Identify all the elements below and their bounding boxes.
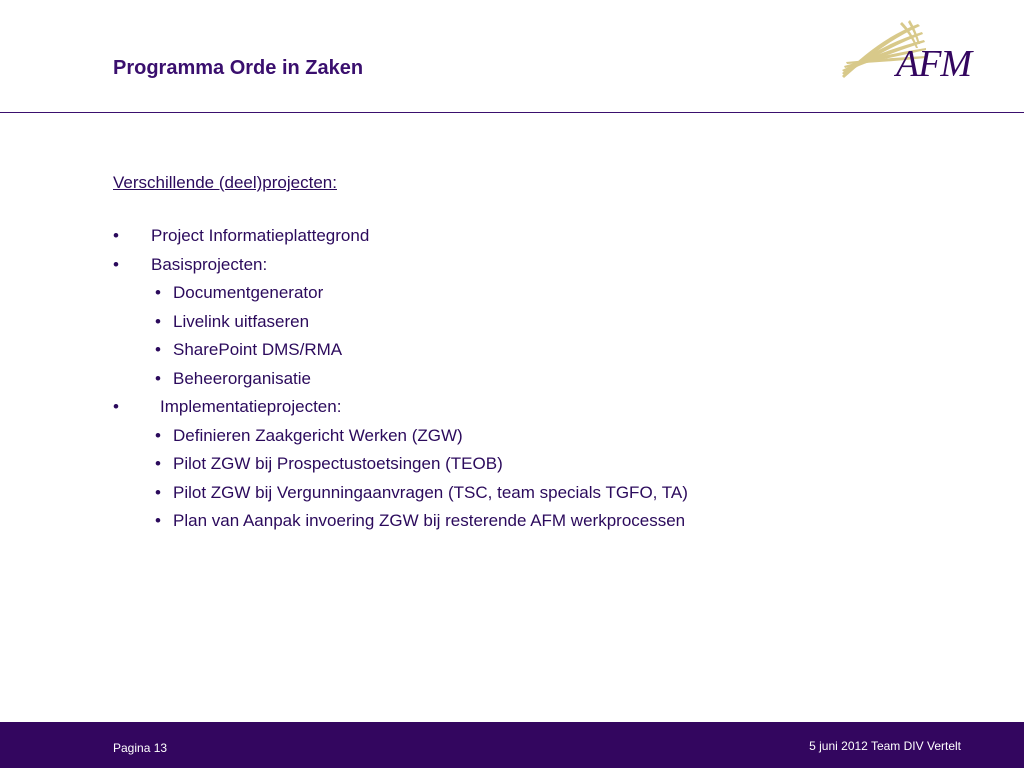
bullet-icon: • — [155, 311, 161, 331]
bullet-icon: • — [155, 511, 161, 530]
list-item — [113, 251, 993, 280]
slide-title: Programma Orde in Zaken — [113, 57, 364, 79]
bullet-icon: • — [113, 254, 119, 274]
list-item-text: Livelink uitfaseren — [173, 311, 310, 331]
list-item-text: Pilot ZGW bij Prospectustoetsingen (TEOB) — [173, 454, 503, 473]
bullet-list — [113, 222, 993, 536]
bullet-icon: • — [155, 425, 161, 445]
list-item — [113, 222, 993, 251]
footer-event-text: 5 juni 2012 Team DIV Vertelt — [809, 739, 961, 753]
list-subitem — [113, 308, 993, 337]
list-subitem — [113, 279, 993, 308]
bullet-icon: • — [113, 397, 119, 416]
list-item-text: Basisprojecten: — [151, 254, 268, 274]
footer-bar — [0, 722, 1024, 768]
content-subheading: Verschillende (deel)projecten: — [113, 173, 337, 192]
list-subitem — [113, 422, 993, 451]
list-item-text: Beheerorganisatie — [173, 368, 311, 388]
header-divider — [0, 112, 1024, 113]
list-subitem — [113, 450, 993, 479]
list-subitem — [113, 507, 993, 536]
list-subitem — [113, 365, 993, 394]
bullet-icon: • — [155, 368, 161, 388]
bullet-icon: • — [155, 283, 161, 302]
page-number: Pagina 13 — [113, 741, 168, 755]
bullet-icon: • — [155, 454, 161, 473]
list-item-text: Implementatieprojecten: — [160, 397, 342, 416]
list-item-text: Plan van Aanpak invoering ZGW bij resterende AFM werkprocessen — [173, 511, 686, 530]
list-item-text: Definieren Zaakgericht Werken (ZGW) — [173, 425, 463, 445]
list-item — [113, 393, 993, 422]
list-item-text: Pilot ZGW bij Vergunningaanvragen (TSC, team specials TGFO, TA) — [173, 482, 688, 502]
bullet-icon: • — [155, 482, 161, 502]
list-item-text: Project Informatieplattegrond — [151, 226, 370, 245]
bullet-icon: • — [155, 340, 161, 359]
list-subitem — [113, 336, 993, 365]
list-subitem — [113, 479, 993, 508]
slide-content — [113, 172, 993, 536]
afm-logo-icon — [840, 18, 990, 84]
logo-text: AFM — [896, 43, 972, 84]
list-item-text: Documentgenerator — [173, 283, 324, 302]
list-item-text: SharePoint DMS/RMA — [173, 340, 343, 359]
bullet-icon: • — [113, 226, 119, 245]
